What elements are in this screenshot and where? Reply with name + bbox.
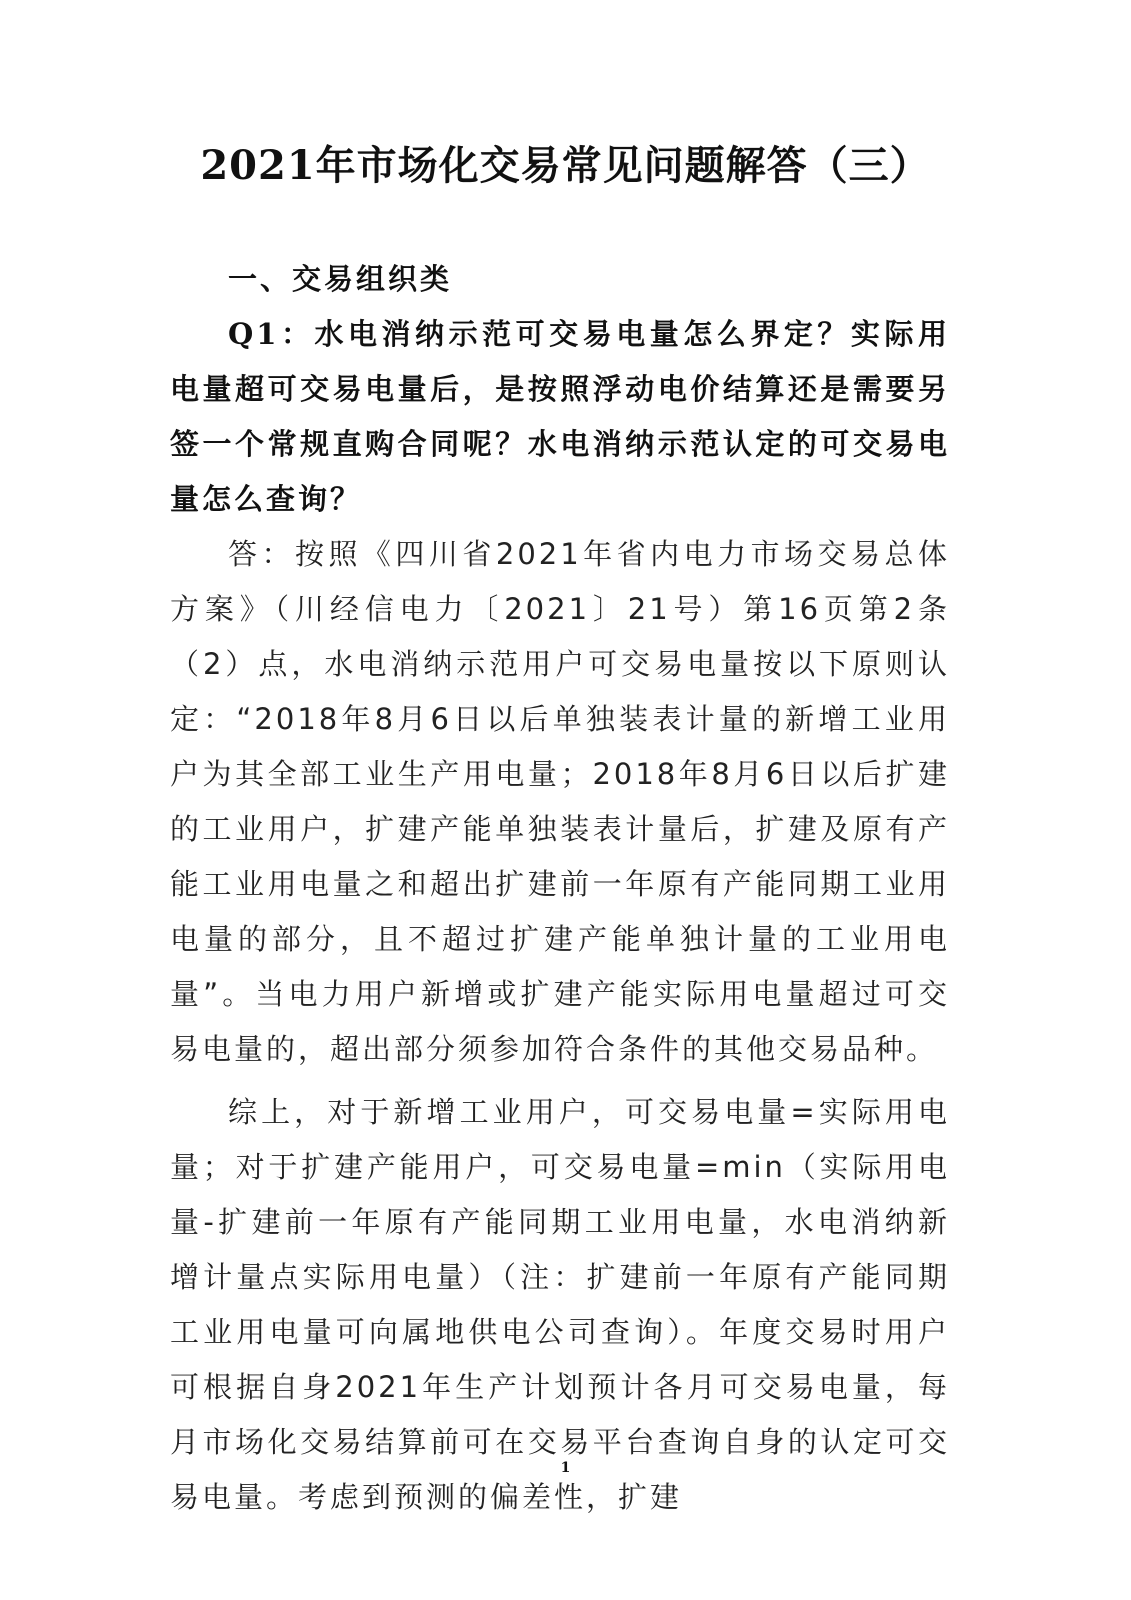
page-number: 1 xyxy=(560,1460,571,1476)
document-body xyxy=(170,252,950,1525)
summary-paragraph: 综上，对于新增工业用户，可交易电量=实际用电量；对于扩建产能用户，可交易电量=min（实际用电量-扩建前一年原有产能同期工业用电量，水电消纳新增计量点实际用电量）（注：扩建前一年原有产能同期工业用电量可向属地供电公司查询）。年度交易时用户可根据自身2021年生产计划预计各月可交易电量，每月市场化交易结算前可在交易平台查询自身的认定可交易电量。考虑到预测的偏差性，扩建 xyxy=(170,1095,950,1514)
question-paragraph: Q1：水电消纳示范可交易电量怎么界定？实际用电量超可交易电量后，是按照浮动电价结算还是需要另签一个常规直购合同呢？水电消纳示范认定的可交易电量怎么查询？ xyxy=(170,317,950,516)
section-heading: 一、交易组织类 xyxy=(228,262,453,296)
answer-paragraph: 答：按照《四川省2021年省内电力市场交易总体方案》（川经信电力〔2021〕21号）第16页第2条（2）点，水电消纳示范用户可交易电量按以下原则认定：“2018年8月6日以后单独装表计量的新增工业用户为其全部工业生产用电量；2018年8月6日以后扩建的工业用户，扩建产能单独装表计量后，扩建及原有产能工业用电量之和超出扩建前一年原有产能同期工业用电量的部分，且不超过扩建产能单独计量的工业用电量”。当电力用户新增或扩建产能实际用电量超过可交易电量的，超出部分须参加符合条件的其他交易品种。 xyxy=(170,537,950,1066)
document-title: 2021年市场化交易常见问题解答（三） xyxy=(200,142,931,189)
